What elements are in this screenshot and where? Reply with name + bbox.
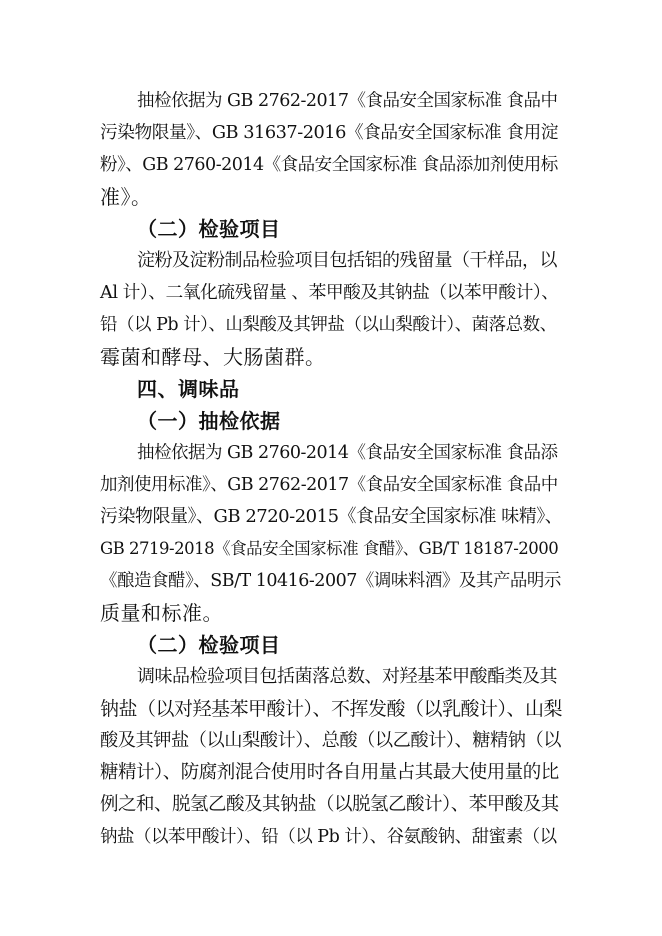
paragraph-line: Al 计）、二氧化硫残留量 、苯甲酸及其钠盐（以苯甲酸计）、 xyxy=(100,283,559,303)
paragraph-line: 粉》、GB 2760-2014《食品安全国家标准 食品添加剂使用标 xyxy=(100,155,558,175)
paragraph-line: 铅（以 Pb 计）、山梨酸及其钾盐（以山梨酸计）、菌落总数、 xyxy=(100,315,557,335)
section-heading: （一）抽检依据 xyxy=(137,409,281,433)
paragraph-line: 抽检依据为 GB 2762-2017《食品安全国家标准 食品中 xyxy=(137,91,558,111)
paragraph-line: 调味品检验项目包括菌落总数、对羟基苯甲酸酯类及其 xyxy=(137,666,557,687)
paragraph-line: 《酿造食醋》、SB/T 10416-2007《调味料酒》及其产品明示 xyxy=(100,571,561,591)
paragraph-line: 加剂使用标准》、GB 2762-2017《食品安全国家标准 食品中 xyxy=(100,475,558,495)
paragraph-line: 例之和、脱氢乙酸及其钠盐（以脱氢乙酸计）、苯甲酸及其 xyxy=(100,794,559,815)
paragraph-line: 钠盐（以对羟基苯甲酸计）、不挥发酸（以乳酸计）、山梨 xyxy=(100,698,563,720)
paragraph-line: 酸及其钾盐（以山梨酸计）、总酸（以乙酸计）、糖精钠（以 xyxy=(100,730,561,751)
paragraph-line: 污染物限量》、GB 31637-2016《食品安全国家标准 食用淀 xyxy=(100,123,559,143)
section-title: 四、调味品 xyxy=(137,377,240,401)
paragraph-line: 糖精计）、防腐剂混合使用时各自用量占其最大使用量的比 xyxy=(100,762,559,783)
paragraph-line: 淀粉及淀粉制品检验项目包括铝的残留量（干样品，以 xyxy=(137,250,557,271)
paragraph-line: 钠盐（以苯甲酸计）、铅（以 Pb 计）、谷氨酸钠、甜蜜素（以 xyxy=(100,827,557,847)
section-heading: （二）检验项目 xyxy=(137,633,281,657)
paragraph-line: GB 2719-2018《食品安全国家标准 食醋》、GB/T 18187-2000 xyxy=(100,539,559,558)
paragraph-line: 霉菌和酵母、大肠菌群。 xyxy=(100,345,326,369)
section-heading: （二）检验项目 xyxy=(137,217,281,241)
paragraph-line: 准》。 xyxy=(100,185,152,209)
paragraph-line: 污染物限量》、GB 2720-2015《食品安全国家标准 味精》、 xyxy=(100,506,563,527)
paragraph-line: 抽检依据为 GB 2760-2014《食品安全国家标准 食品添 xyxy=(137,443,558,463)
paragraph-line: 质量和标准。 xyxy=(100,601,223,625)
